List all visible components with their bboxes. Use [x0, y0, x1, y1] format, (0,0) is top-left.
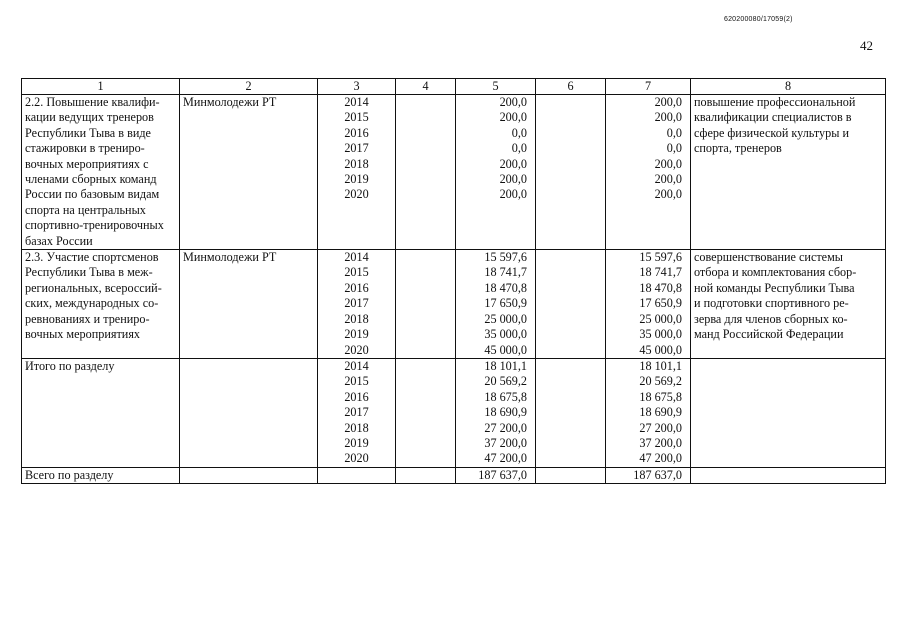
header-col-3: 3: [318, 79, 396, 95]
col-5-cell: 18 101,1 20 569,2 18 675,8 18 690,9 27 200,0 37 200,0 47 200,0: [456, 358, 536, 467]
col-6-cell: [536, 250, 606, 359]
col-6-cell: [536, 95, 606, 250]
executor: Минмолодежи РТ: [180, 95, 318, 250]
header-row: [22, 79, 886, 95]
measure-name: 2.3. Участие спортсменов Республики Тыва в меж- региональных, всероссий- ских, международных со- ревнованиях и трениро- вочных мероприятиях: [22, 250, 180, 359]
years-cell: 2014 2015 2016 2017 2018 2019 2020: [318, 95, 396, 250]
col-5-cell: 200,0 200,0 0,0 0,0 200,0 200,0 200,0: [456, 95, 536, 250]
header-col-8: 8: [691, 79, 886, 95]
executor: Минмолодежи РТ: [180, 250, 318, 359]
header-col-4: 4: [396, 79, 456, 95]
header-col-5: 5: [456, 79, 536, 95]
col-7-total: 187 637,0: [606, 467, 691, 483]
col-4-cell: [396, 467, 456, 483]
col-5-total: 187 637,0: [456, 467, 536, 483]
col-6-cell: [536, 467, 606, 483]
document-code: 620200080/17059(2): [724, 16, 793, 23]
expected-result: повышение профессиональной квалификации специалистов в сфере физической культуры и спорта, тренеров: [691, 95, 886, 250]
expected-result: [691, 358, 886, 467]
col-6-cell: [536, 358, 606, 467]
measure-name: 2.2. Повышение квалифи- кации ведущих тренеров Республики Тыва в виде стажировки в трениро- вочных мероприятиях с членами сборных команд России по базовым видам спорта на центральных спортивно-тренировочных базах России: [22, 95, 180, 250]
total-row: [22, 467, 886, 483]
expected-result: [691, 467, 886, 483]
subtotal-row: [22, 358, 886, 467]
executor: [180, 358, 318, 467]
header-col-2: 2: [180, 79, 318, 95]
col-7-cell: 15 597,6 18 741,7 18 470,8 17 650,9 25 000,0 35 000,0 45 000,0: [606, 250, 691, 359]
page-number: 42: [860, 38, 873, 53]
expected-result: совершенствование системы отбора и комплектования сбор- ной команды Республики Тыва и подготовки спортивного ре- зерва для членов сборных ко- манд Российской Федерации: [691, 250, 886, 359]
subtotal-label: Итого по разделу: [22, 358, 180, 467]
total-label: Всего по разделу: [22, 467, 180, 483]
years-cell: 2014 2015 2016 2017 2018 2019 2020: [318, 358, 396, 467]
col-5-cell: 15 597,6 18 741,7 18 470,8 17 650,9 25 000,0 35 000,0 45 000,0: [456, 250, 536, 359]
header-col-7: 7: [606, 79, 691, 95]
years-cell: [318, 467, 396, 483]
col-4-cell: [396, 358, 456, 467]
years-cell: 2014 2015 2016 2017 2018 2019 2020: [318, 250, 396, 359]
col-4-cell: [396, 95, 456, 250]
header-col-6: 6: [536, 79, 606, 95]
col-7-cell: 200,0 200,0 0,0 0,0 200,0 200,0 200,0: [606, 95, 691, 250]
executor: [180, 467, 318, 483]
program-table: [21, 78, 886, 484]
col-4-cell: [396, 250, 456, 359]
table-row: [22, 250, 886, 359]
header-col-1: 1: [22, 79, 180, 95]
table-row: [22, 95, 886, 250]
col-7-cell: 18 101,1 20 569,2 18 675,8 18 690,9 27 200,0 37 200,0 47 200,0: [606, 358, 691, 467]
